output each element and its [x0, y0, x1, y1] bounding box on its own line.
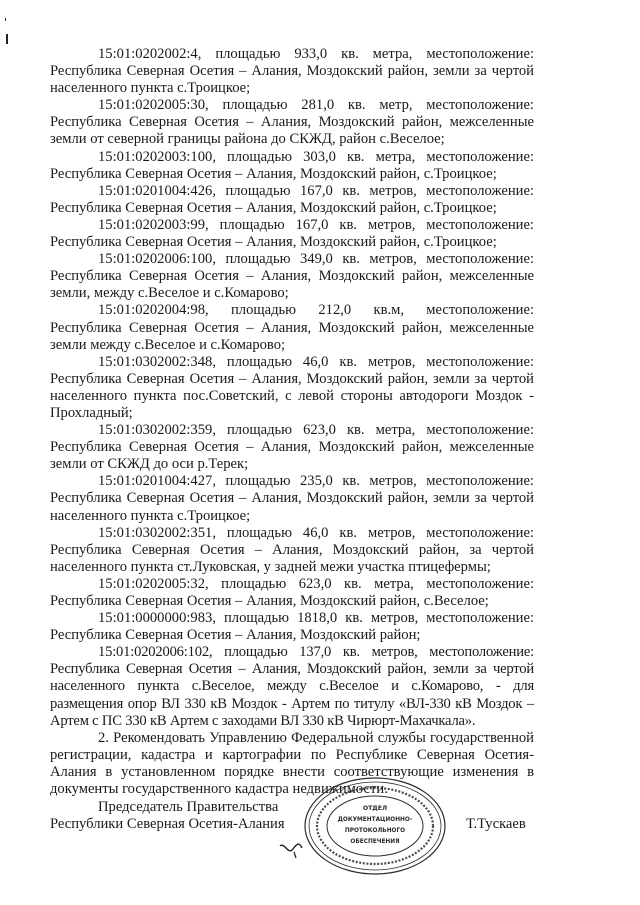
parcel-paragraph: 15:01:0202005:30, площадью 281,0 кв. метр, местоположение: Республика Северная Осетия – Алания, Моздокский район, межселенные земли от северной границы района до СКЖД, район с.Веселое;: [50, 97, 534, 148]
scan-artifact: [6, 34, 8, 44]
signatory-name: Т.Тускаев: [466, 816, 526, 832]
parcel-paragraph: 15:01:0302002:351, площадью 46,0 кв. метров, местоположение: Республика Северная Осетия – Алания, Моздокский район, за чертой населенного пункта ст.Луковская, у задней межи участка птицефермы;: [50, 524, 534, 575]
document-body: [50, 46, 534, 798]
parcel-paragraph: 15:01:0202002:4, площадью 933,0 кв. метра, местоположение: Республика Северная Осетия – Алания, Моздокский район, земли за чертой населенного пункта с.Троицкое;: [50, 46, 534, 97]
parcel-paragraph: 15:01:0202006:102, площадью 137,0 кв. метров, местоположение: Республика Северная Осетия – Алания, Моздокский район, земли за чертой населенного пункта с.Веселое, между с.Веселое и с.Комарово, - для размещения опор ВЛ 330 кВ Моздок - Артем по титулу «ВЛ-330 кВ Моздок – Артем с ПС 330 кВ Артем с заходами ВЛ 330 кВ Чирюрт-Махачкала».: [50, 644, 534, 729]
official-stamp: [300, 774, 450, 878]
stamp-text: ПРОТОКОЛЬНОГО: [344, 828, 406, 834]
parcel-paragraph: 15:01:0302002:359, площадью 623,0 кв. метра, местоположение: Республика Северная Осетия – Алания, Моздокский район, межселенные земли от СКЖД до оси р.Терек;: [50, 422, 534, 473]
parcel-paragraph: 15:01:0202004:98, площадью 212,0 кв.м, местоположение: Республика Северная Осетия – Алания, Моздокский район, межселенные земли между с.Веселое и с.Комарово;: [50, 302, 534, 353]
scan-artifact: [5, 18, 6, 21]
stamp-text: ОБЕСПЕЧЕНИЯ: [350, 839, 400, 845]
parcel-paragraph: 15:01:0202003:100, площадью 303,0 кв. метра, местоположение: Республика Северная Осетия – Алания, Моздокский район, с.Троицкое;: [50, 148, 534, 182]
parcel-paragraph: 15:01:0000000:983, площадью 1818,0 кв. метров, местоположение: Республика Северная Осетия – Алания, Моздокский район;: [50, 610, 534, 644]
parcel-paragraph: 15:01:0302002:348, площадью 46,0 кв. метров, местоположение: Республика Северная Осетия – Алания, Моздокский район, земли за чертой населенного пункта пос.Советский, с левой стороны автодороги Моздок - Прохладный;: [50, 353, 534, 421]
signatory-position-line: Республики Северная Осетия-Алания: [50, 816, 285, 832]
signatory-position: [50, 799, 285, 833]
parcel-paragraph: 15:01:0202003:99, площадью 167,0 кв. метров, местоположение: Республика Северная Осетия – Алания, Моздокский район, с.Троицкое;: [50, 216, 534, 251]
stamp-text: ДОКУМЕНТАЦИОННО-: [337, 817, 413, 823]
stamp-text: ОТДЕЛ: [362, 805, 388, 812]
signatory-position-line: Председатель Правительства: [98, 799, 279, 815]
parcel-paragraph: 15:01:0201004:426, площадью 167,0 кв. метров, местоположение: Республика Северная Осетия – Алания, Моздокский район, с.Троицкое;: [50, 182, 534, 216]
parcel-paragraph: 15:01:0202005:32, площадью 623,0 кв. метра, местоположение: Республика Северная Осетия – Алания, Моздокский район, с.Веселое;: [50, 575, 534, 609]
recommendation-paragraph: 2. Рекомендовать Управлению Федеральной службы государственной регистрации, кадастра и картографии по Республике Северная Осетия-Алания в установленном порядке внести соответствующие изменения в документы государственного кадастра недвижимости.: [50, 729, 534, 798]
parcel-paragraph: 15:01:0202006:100, площадью 349,0 кв. метров, местоположение: Республика Северная Осетия – Алания, Моздокский район, межселенные земли, между с.Веселое и с.Комарово;: [50, 251, 534, 302]
parcel-paragraph: 15:01:0201004:427, площадью 235,0 кв. метров, местоположение: Республика Северная Осетия – Алания, Моздокский район, земли за чертой населенного пункта с.Троицкое;: [50, 473, 534, 524]
